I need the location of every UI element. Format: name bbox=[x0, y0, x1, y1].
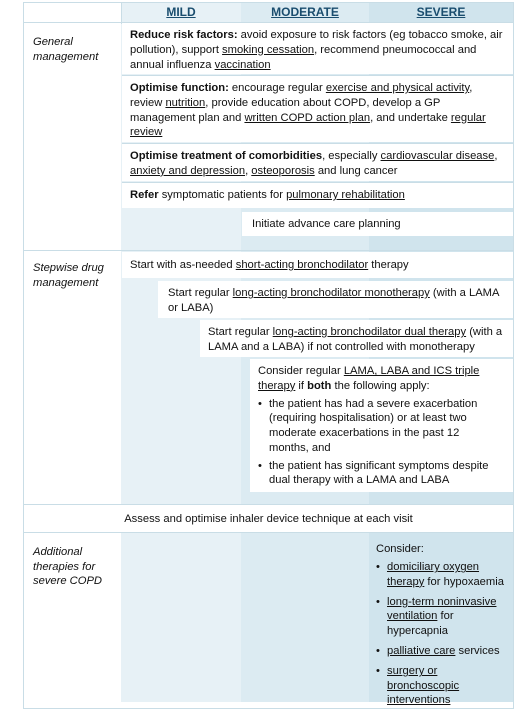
inhaler-row-divider bbox=[23, 532, 514, 533]
consider-label: Consider: bbox=[376, 543, 424, 555]
step3-text-2: (with a LAMA and a LABA) if not controlled with monotherapy bbox=[208, 326, 503, 353]
step4-both: both bbox=[307, 379, 332, 392]
step4-text-2: if bbox=[295, 379, 308, 392]
general-row-divider bbox=[23, 250, 514, 251]
function-text-2: , review bbox=[130, 82, 473, 109]
regular-review-link[interactable]: regular review bbox=[130, 111, 486, 139]
refer-box bbox=[122, 183, 513, 208]
step4-bullet-2: • the patient has significant symptoms despite dual therapy with a LAMA and LABA bbox=[258, 459, 507, 489]
step1-text-1: Start with as-needed bbox=[130, 259, 236, 271]
pulmonary-rehab-link[interactable]: pulmonary rehabilitation bbox=[286, 189, 405, 201]
refer-lead: Refer bbox=[130, 189, 159, 201]
ventilation-link[interactable]: long-term noninvasive ventilation bbox=[387, 595, 497, 623]
oxygen-therapy-text: for hypoxaemia bbox=[424, 575, 504, 588]
additional-item-1 bbox=[376, 560, 508, 589]
nutrition-link[interactable]: nutrition bbox=[165, 96, 206, 109]
comorb-text-1: , especially bbox=[322, 150, 381, 162]
inhaler-row bbox=[24, 505, 513, 532]
additional-item-3 bbox=[376, 644, 508, 658]
additional-item-2 bbox=[376, 595, 508, 638]
comorb-lead: Optimise treatment of comorbidities bbox=[130, 150, 323, 162]
osteoporosis-link[interactable]: osteoporosis bbox=[251, 164, 315, 177]
step4-bullet-1: • the patient has had a severe exacerbation (requiring hospitalisation) or at least two moderate exacerbations in the past 12 months, and bbox=[258, 397, 507, 456]
step-4-box bbox=[250, 359, 513, 492]
row-label-general: General management bbox=[33, 36, 99, 63]
anxiety-depression-link[interactable]: anxiety and depression bbox=[130, 164, 246, 177]
palliative-care-link[interactable]: palliative care bbox=[387, 644, 456, 657]
step-3-box bbox=[200, 320, 513, 357]
step1-text-2: therapy bbox=[368, 259, 409, 271]
action-plan-link[interactable]: written COPD action plan bbox=[244, 111, 371, 124]
step4-text-3: the following apply: bbox=[331, 379, 430, 392]
ventilation-text: for hypercapnia bbox=[387, 610, 454, 637]
function-text-3: , provide education about COPD, develop a GP management plan and bbox=[130, 96, 441, 124]
comorb-text-2: , bbox=[494, 150, 498, 162]
header-moderate: MODERATE bbox=[271, 5, 339, 19]
row-label-additional: Additional therapies for severe COPD bbox=[33, 546, 103, 588]
step2-text-1: Start regular bbox=[168, 287, 233, 299]
reduce-risk-factors-box bbox=[122, 23, 513, 74]
comorb-text-3: , bbox=[245, 164, 252, 177]
exercise-link[interactable]: exercise and physical activity bbox=[325, 82, 470, 94]
row-label-stepwise: Stepwise drug management bbox=[33, 262, 104, 289]
triple-therapy-link[interactable]: LAMA, LABA and ICS triple therapy bbox=[258, 365, 480, 392]
inhaler-text: Assess and optimise inhaler device technique at each visit bbox=[124, 513, 413, 525]
optimise-function-box bbox=[122, 76, 513, 142]
refer-text-1: symptomatic patients for bbox=[158, 189, 287, 201]
step-1-box bbox=[122, 252, 513, 278]
cardiovascular-link[interactable]: cardiovascular disease bbox=[380, 150, 495, 162]
comorb-text-4: and lung cancer bbox=[314, 164, 398, 177]
header-severe: SEVERE bbox=[416, 5, 466, 19]
surgery-link[interactable]: surgery or bronchoscopic interventions bbox=[387, 665, 460, 706]
vaccination-link[interactable]: vaccination bbox=[214, 58, 271, 71]
risk-lead: Reduce risk factors: bbox=[130, 29, 238, 41]
function-text-1: encourage regular bbox=[228, 82, 326, 94]
oxygen-therapy-link[interactable]: domiciliary oxygen therapy bbox=[387, 561, 480, 588]
risk-text-1: avoid exposure to risk factors (eg tobacco smoke, air pollution), support bbox=[130, 29, 503, 56]
monotherapy-link[interactable]: long-acting bronchodilator monotherapy bbox=[232, 287, 430, 299]
advance-care-planning-box bbox=[242, 212, 513, 236]
step-2-box bbox=[158, 281, 513, 318]
label-column bbox=[24, 23, 121, 708]
header-mild: MILD bbox=[166, 5, 196, 19]
function-text-4: , and undertake bbox=[370, 111, 451, 124]
palliative-care-text: services bbox=[455, 644, 500, 657]
additional-therapies-box bbox=[370, 540, 512, 705]
short-acting-link[interactable]: short-acting bronchodilator bbox=[235, 259, 369, 271]
comorbidities-box bbox=[122, 144, 513, 181]
smoking-cessation-link[interactable]: smoking cessation bbox=[222, 43, 315, 56]
additional-item-4 bbox=[376, 664, 508, 707]
step3-text-1: Start regular bbox=[208, 326, 273, 338]
step4-intro bbox=[258, 364, 507, 394]
step4-text-1: Consider regular bbox=[258, 365, 344, 377]
step2-text-2: (with a LAMA or LABA) bbox=[168, 287, 499, 314]
acp-text: Initiate advance care planning bbox=[252, 218, 401, 230]
function-lead: Optimise function: bbox=[130, 82, 229, 94]
risk-text-2: , recommend pneumococcal and annual influenza bbox=[130, 43, 477, 71]
dual-therapy-link[interactable]: long-acting bronchodilator dual therapy bbox=[272, 326, 467, 338]
